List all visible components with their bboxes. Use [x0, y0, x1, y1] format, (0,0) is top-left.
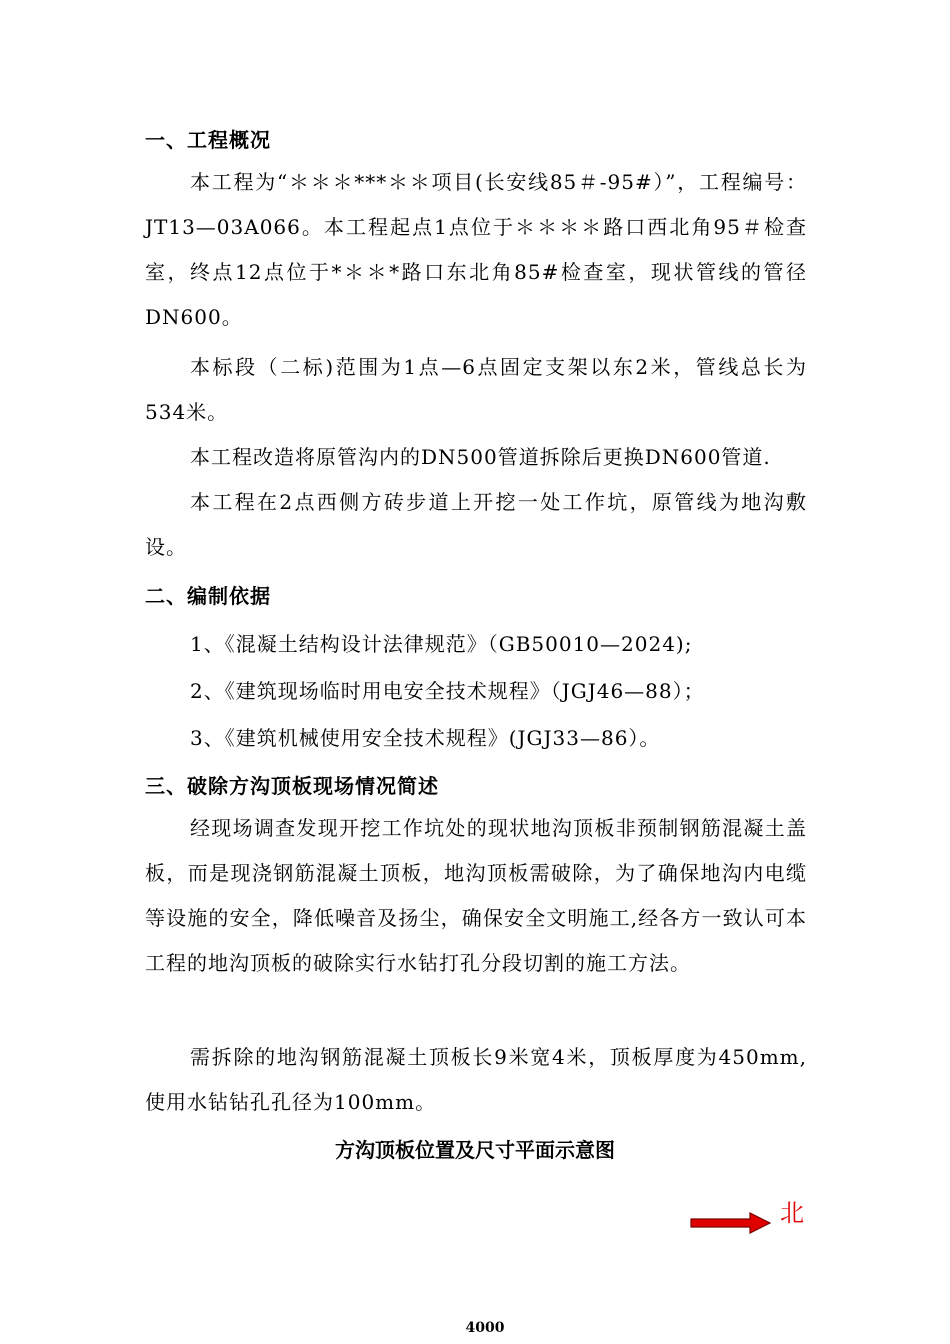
overview-paragraph-3: 本工程改造将原管沟内的DN500管道拆除后更换DN600管道. [190, 445, 771, 469]
figure-title: 方沟顶板位置及尺寸平面示意图 [335, 1138, 615, 1162]
overview-paragraph-1: 本工程为“＊＊＊***＊＊项目(长安线85＃-95#）”，工程编号：JT13—03A066。本工程起点1点位于＊＊＊＊路口西北角95＃检查室，终点12点位于*＊＊*路口东北角85#检查室，现状管线的管径DN600。 [145, 170, 807, 329]
section-heading-situation: 三、破除方沟顶板现场情况简述 [145, 774, 439, 798]
basis-item-2: 2、《建筑现场临时用电安全技术规程》（JGJ46—88）； [190, 679, 705, 703]
north-label: 北 [780, 1199, 804, 1227]
basis-item-1: 1、《混凝土结构设计法律规范》（GB50010—2024); [190, 632, 693, 656]
section-heading-basis: 二、编制依据 [145, 584, 271, 608]
situation-paragraph-2: 需拆除的地沟钢筋混凝土顶板长9米宽4米，顶板厚度为450mm,使用水钻钻孔孔径为100mm。 [145, 1045, 807, 1114]
section-heading-overview: 一、工程概况 [145, 128, 271, 152]
basis-item-3: 3、《建筑机械使用安全技术规程》(JGJ33—86）。 [190, 726, 661, 750]
overview-paragraph-2: 本标段（二标)范围为1点—6点固定支架以东2米，管线总长为 534米。 [145, 355, 807, 424]
north-arrow-icon [690, 1212, 772, 1238]
overview-paragraph-4: 本工程在2点西侧方砖步道上开挖一处工作坑，原管线为地沟敷设。 [145, 490, 807, 559]
dimension-label: 4000 [465, 1320, 505, 1336]
situation-paragraph-1: 经现场调查发现开挖工作坑处的现状地沟顶板非预制钢筋混凝土盖板，而是现浇钢筋混凝土顶板，地沟顶板需破除，为了确保地沟内电缆等设施的安全，降低噪音及扬尘，确保安全文明施工,经各方一致认可本工程的地沟顶板的破除实行水钻打孔分段切割的施工方法。 [145, 816, 807, 975]
